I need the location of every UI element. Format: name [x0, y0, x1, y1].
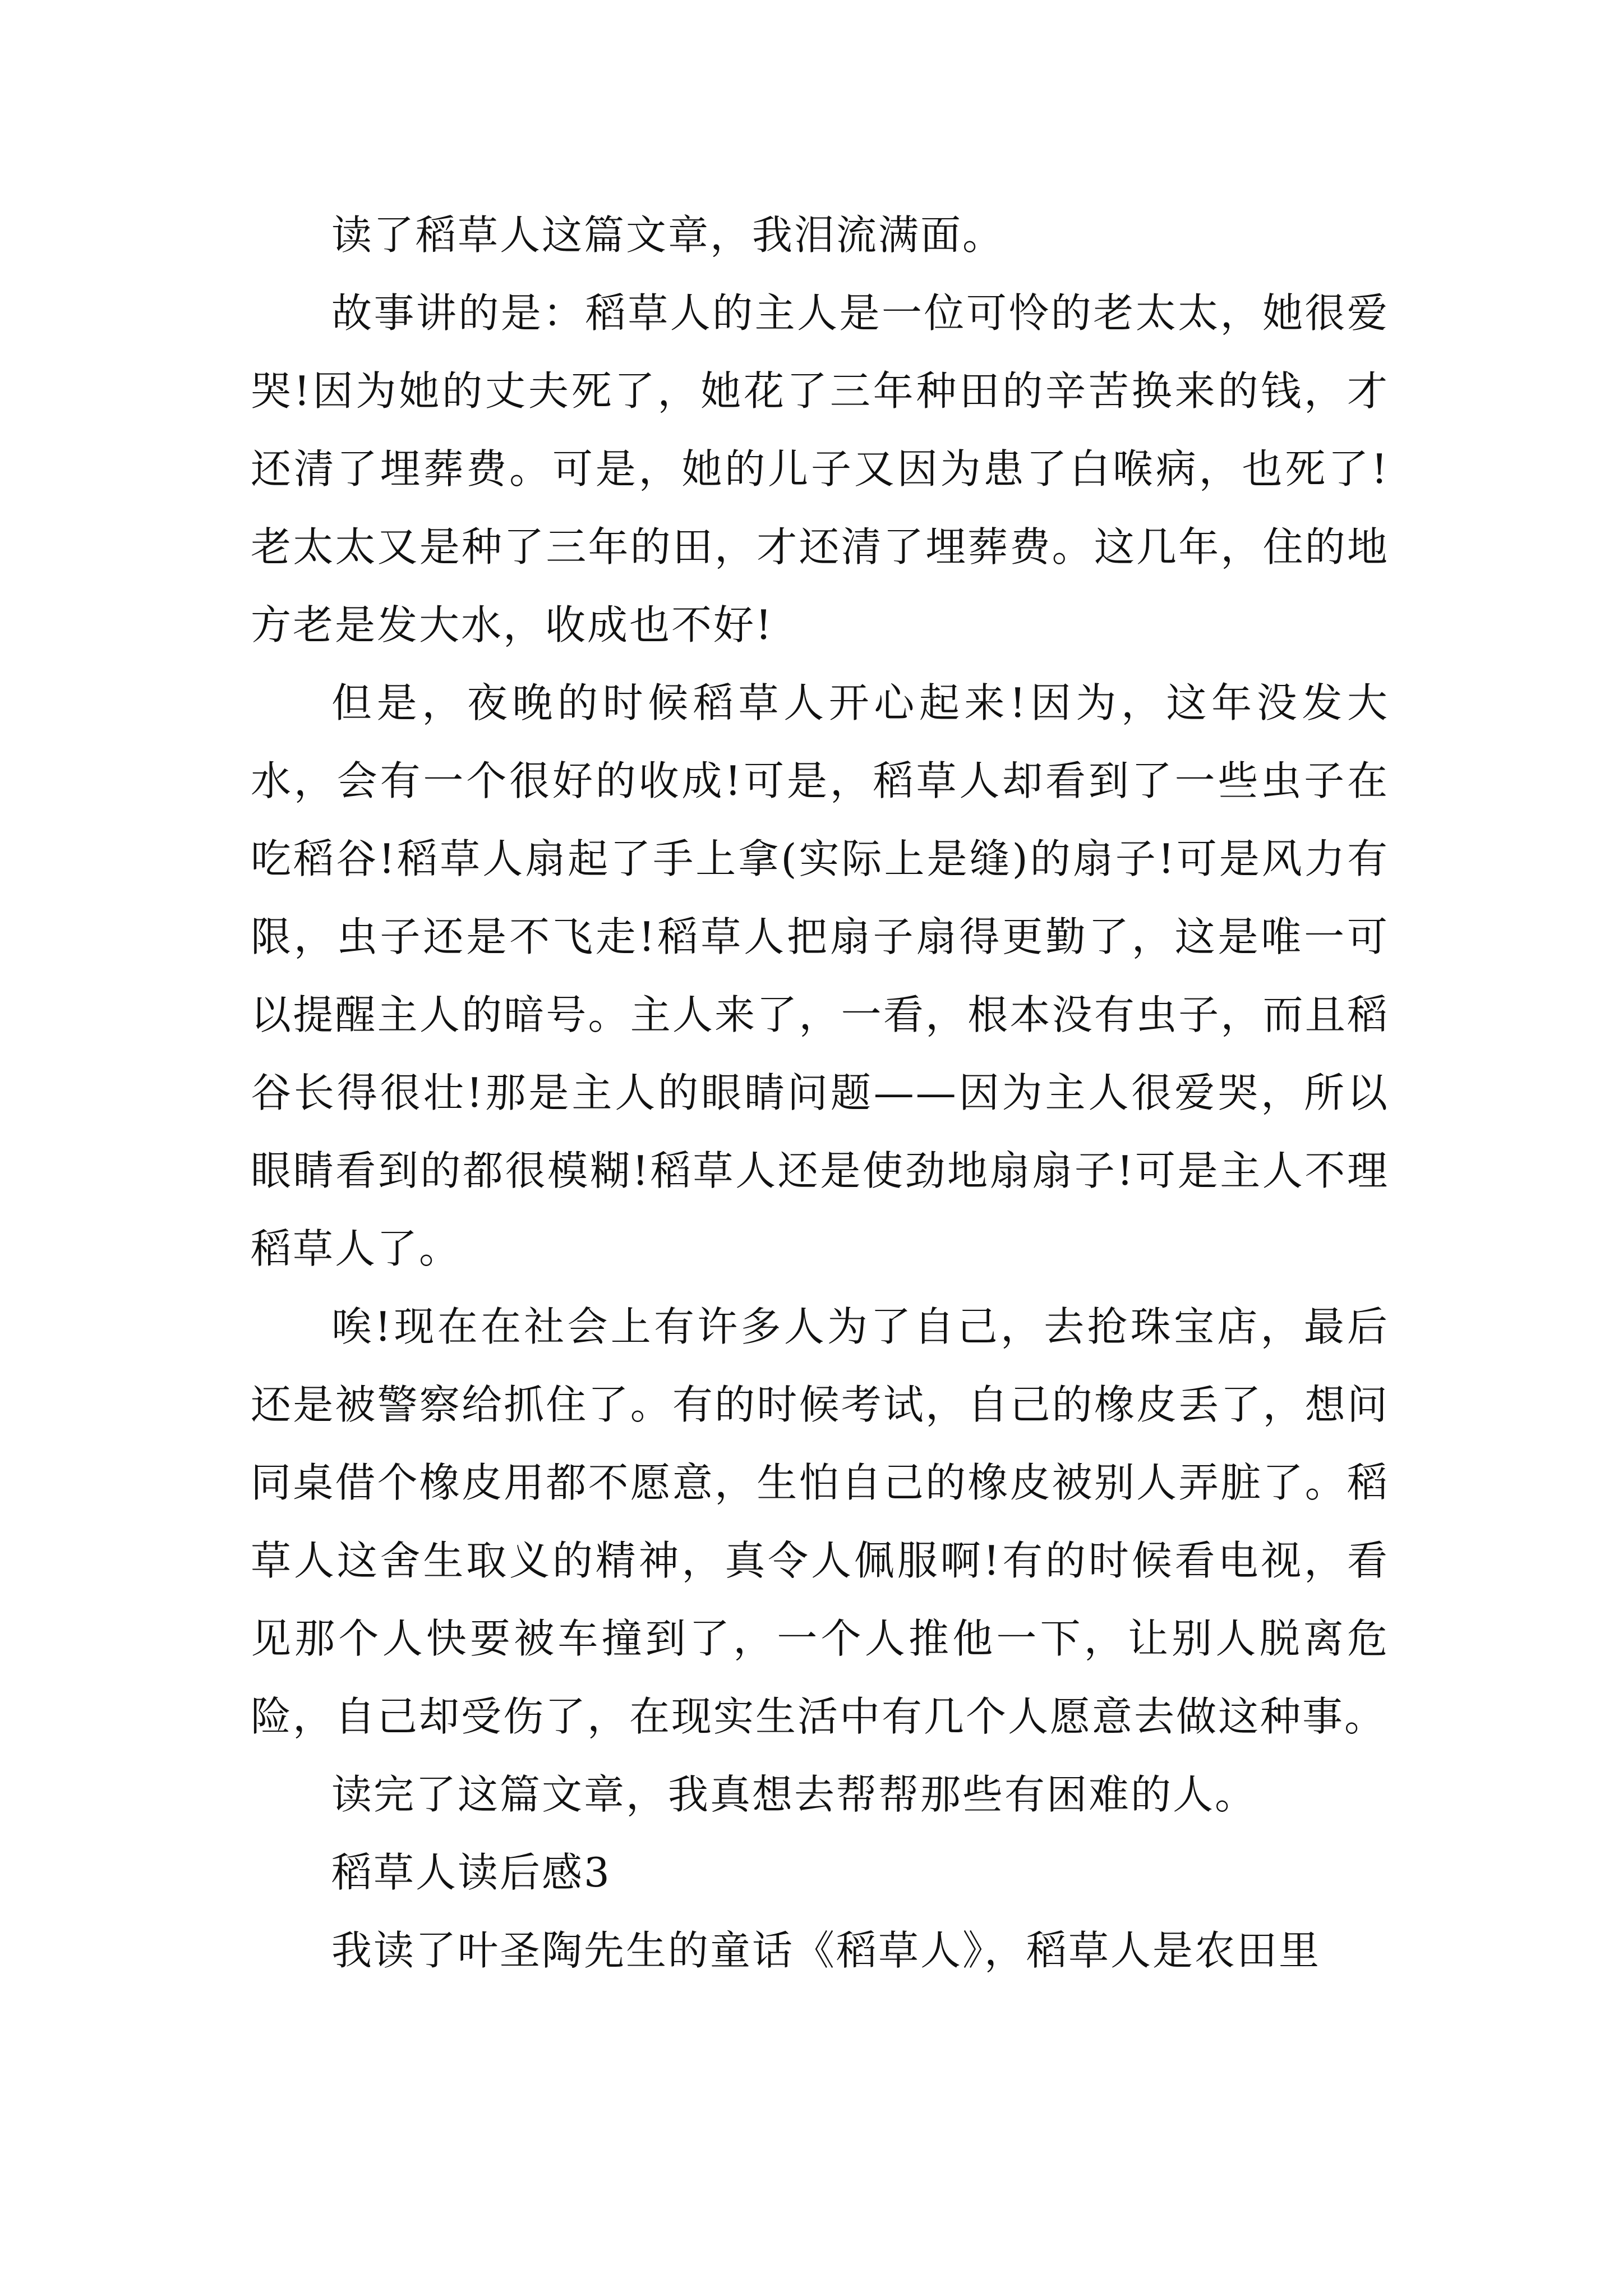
- paragraph-2: 故事讲的是：稻草人的主人是一位可怜的老太太，她很爱哭!因为她的丈夫死了，她花了三年种田的辛苦换来的钱，才还清了埋葬费。可是，她的儿子又因为患了白喉病，也死了!老太太又是种了三年的田，才还清了埋葬费。这几年，住的地方老是发大水，收成也不好!: [251, 289, 1389, 648]
- paragraph-6: 我读了叶圣陶先生的童话《稻草人》，稻草人是农田里: [331, 1927, 1321, 1974]
- paragraph-5: 读完了这篇文章，我真想去帮帮那些有困难的人。: [331, 1771, 1257, 1818]
- article-body: [251, 196, 1389, 1990]
- section-heading: 稻草人读后感3: [331, 1849, 611, 1896]
- paragraph-1: 读了稻草人这篇文章，我泪流满面。: [331, 211, 1005, 259]
- paragraph-4: 唉!现在在社会上有许多人为了自己，去抢珠宝店，最后还是被警察给抓住了。有的时候考试，自己的橡皮丢了，想问同桌借个橡皮用都不愿意，生怕自己的橡皮被别人弄脏了。稻草人这舍生取义的精神，真令人佩服啊!有的时候看电视，看见那个人快要被车撞到了，一个人推他一下，让别人脱离危险，自己却受伤了，在现实生活中有几个人愿意去做这种事。: [251, 1303, 1389, 1740]
- paragraph-3: 但是，夜晚的时候稻草人开心起来!因为，这年没发大水，会有一个很好的收成!可是，稻草人却看到了一些虫子在吃稻谷!稻草人扇起了手上拿(实际上是缝)的扇子!可是风力有限，虫子还是不飞走!稻草人把扇子扇得更勤了，这是唯一可以提醒主人的暗号。主人来了，一看，根本没有虫子，而且稻谷长得很壮!那是主人的眼睛问题——因为主人很爱哭，所以眼睛看到的都很模糊!稻草人还是使劲地扇扇子!可是主人不理稻草人了。: [251, 679, 1389, 1272]
